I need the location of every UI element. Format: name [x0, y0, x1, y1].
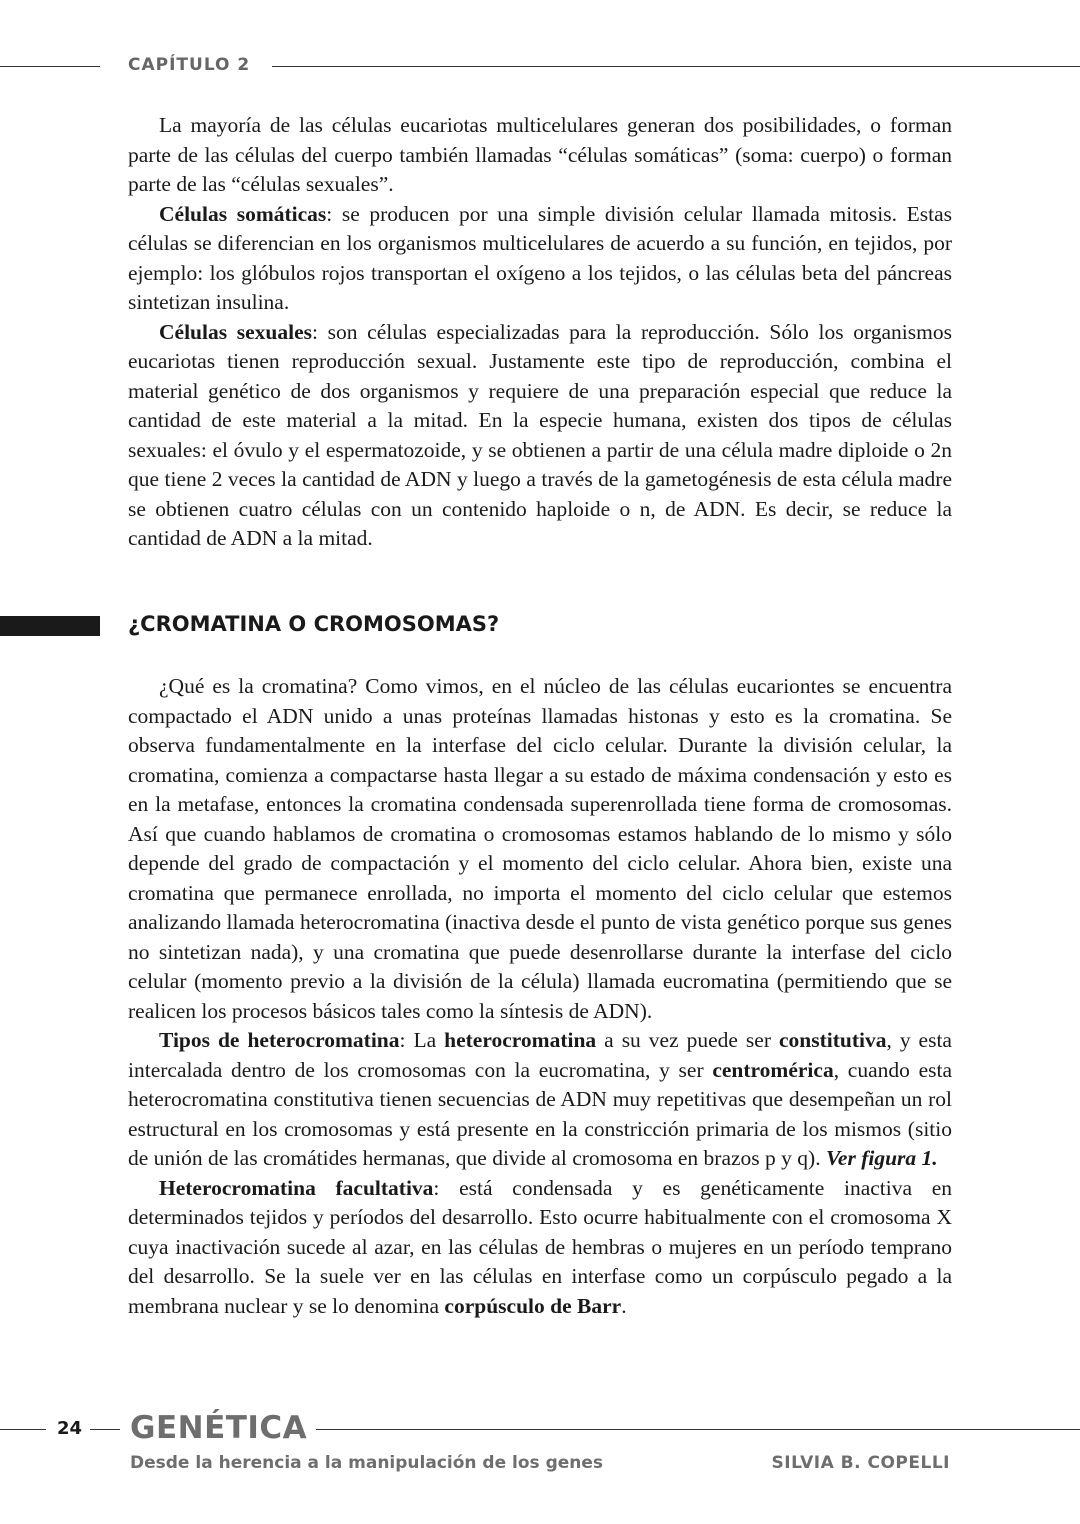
intro-paragraph-somatic: [128, 200, 952, 318]
intro-text-block: [128, 111, 952, 554]
term-heterochromatin: heterocromatina: [444, 1028, 597, 1052]
term-centromeric: centromérica: [712, 1057, 834, 1082]
book-title: GENÉTICA: [130, 1410, 308, 1446]
footer-rule-right: [316, 1429, 1080, 1430]
section-paragraph-facultative: [128, 1174, 952, 1322]
term-barr-body: corpúsculo de Barr: [444, 1293, 622, 1318]
section-marker-bar: [0, 616, 100, 636]
text-fragment: .: [621, 1293, 627, 1318]
text-fragment: , y esta intercalada dentro de los cromosomas con la eucromatina, y ser: [128, 1028, 952, 1082]
term-facultative-heterochromatin: Heterocromatina facultativa: [159, 1175, 434, 1200]
section-text-block: [128, 672, 952, 1321]
footer-rule-mid: [90, 1429, 120, 1430]
somatic-cells-text: : se producen por una simple división celular llamada mitosis. Estas células se diferencian en los organismos multicelulares de acuerdo a su función, en tejidos, por ejemplo: los glóbulos rojos transportan el oxígeno a los tejidos, o las células beta del páncreas sintetizan insulina.: [128, 201, 952, 314]
header-rule-right: [272, 66, 1080, 67]
text-fragment: a su vez puede ser: [596, 1028, 779, 1052]
intro-paragraph-1: La mayoría de las células eucariotas multicelulares generan dos posibilidades, o forman parte de las células del cuerpo también llamadas “células somáticas” (soma: cuerpo) o forman parte de las “células sexuales”.: [128, 113, 952, 196]
term-somatic-cells: Células somáticas: [159, 201, 327, 226]
chapter-label: CAPÍTULO 2: [128, 55, 251, 75]
section-paragraph-chromatin: ¿Qué es la cromatina? Como vimos, en el núcleo de las células eucariontes se encuentra compactado el ADN unido a unas proteínas llamadas histonas y esto es la cromatina. Se observa fundamentalmente en la interfase del ciclo celular. Durante la división celular, la cromatina, comienza a compactarse hasta llegar a su estado de máxima condensación y esto es en la metafase, entonces la cromatina condensada superenrollada tiene forma de cromosomas. Así que cuando hablamos de cromatina o cromosomas estamos hablando de lo mismo y sólo depende del grado de compactación y el momento del ciclo celular. Ahora bien, existe una cromatina que permanece enrollada, no importa el momento del ciclo celular que estemos analizando llamada heterocromatina (inactiva desde el punto de vista genético porque sus genes no sintetizan nada), y una cromatina que puede desenrollarse durante la interfase del ciclo celular (momento previo a la división de la célula) llamada eucromatina (permitiendo que se realicen los procesos básicos tales como la síntesis de ADN).: [128, 674, 952, 1023]
sexual-cells-text: : son células especializadas para la reproducción. Sólo los organismos eucariotas tienen reproducción sexual. Justamente este tipo de reproducción, combina el material genético de dos organismos y requiere de una preparación especial que reduce la cantidad de este material a la mitad. En la especie humana, existen dos tipos de células sexuales: el óvulo y el espermatozoide, y se obtienen a partir de una célula madre diploide o 2n que tiene 2 veces la cantidad de ADN y luego a través de la gametogénesis de esta célula madre se obtienen cuatro células con un contenido haploide o n, de ADN. Es decir, se reduce la cantidad de ADN a la mitad.: [128, 319, 952, 550]
text-fragment: : La: [399, 1028, 445, 1052]
header-rule-left: [0, 66, 100, 67]
figure-reference: Ver figura 1.: [825, 1146, 938, 1170]
text-fragment: : está condensada y es genéticamente inactiva en determinados tejidos y períodos del desarrollo. Esto ocurre habitualmente con el cromosoma X cuya inactivación sucede al azar, en las células de hembras o mujeres en un período temprano del desarrollo. Se la suele ver en las células en interfase como un corpúsculo pegado a la membrana nuclear y se lo denomina: [128, 1175, 952, 1318]
book-subtitle: Desde la herencia a la manipulación de los genes: [130, 1453, 604, 1473]
footer-rule-left: [0, 1429, 46, 1430]
page-number: 24: [57, 1418, 83, 1439]
text-fragment: , cuando esta heterocromatina constitutiva tienen secuencias de ADN muy repetitivas que desempeñan un rol estructural en los cromosomas y está presente en la constricción primaria de los mismos (sitio de unión de las cromátides hermanas, que divide al cromosoma en brazos p y q).: [128, 1057, 952, 1170]
term-constitutive: constitutiva: [778, 1028, 887, 1052]
author-name: SILVIA B. COPELLI: [771, 1453, 950, 1473]
term-heterochromatin-types: Tipos de heterocromatina: [159, 1028, 400, 1052]
intro-paragraph-sexual: [128, 318, 952, 554]
section-heading: ¿CROMATINA O CROMOSOMAS?: [128, 612, 500, 636]
term-sexual-cells: Células sexuales: [159, 319, 312, 344]
section-paragraph-heterochromatin-types: [128, 1026, 952, 1174]
